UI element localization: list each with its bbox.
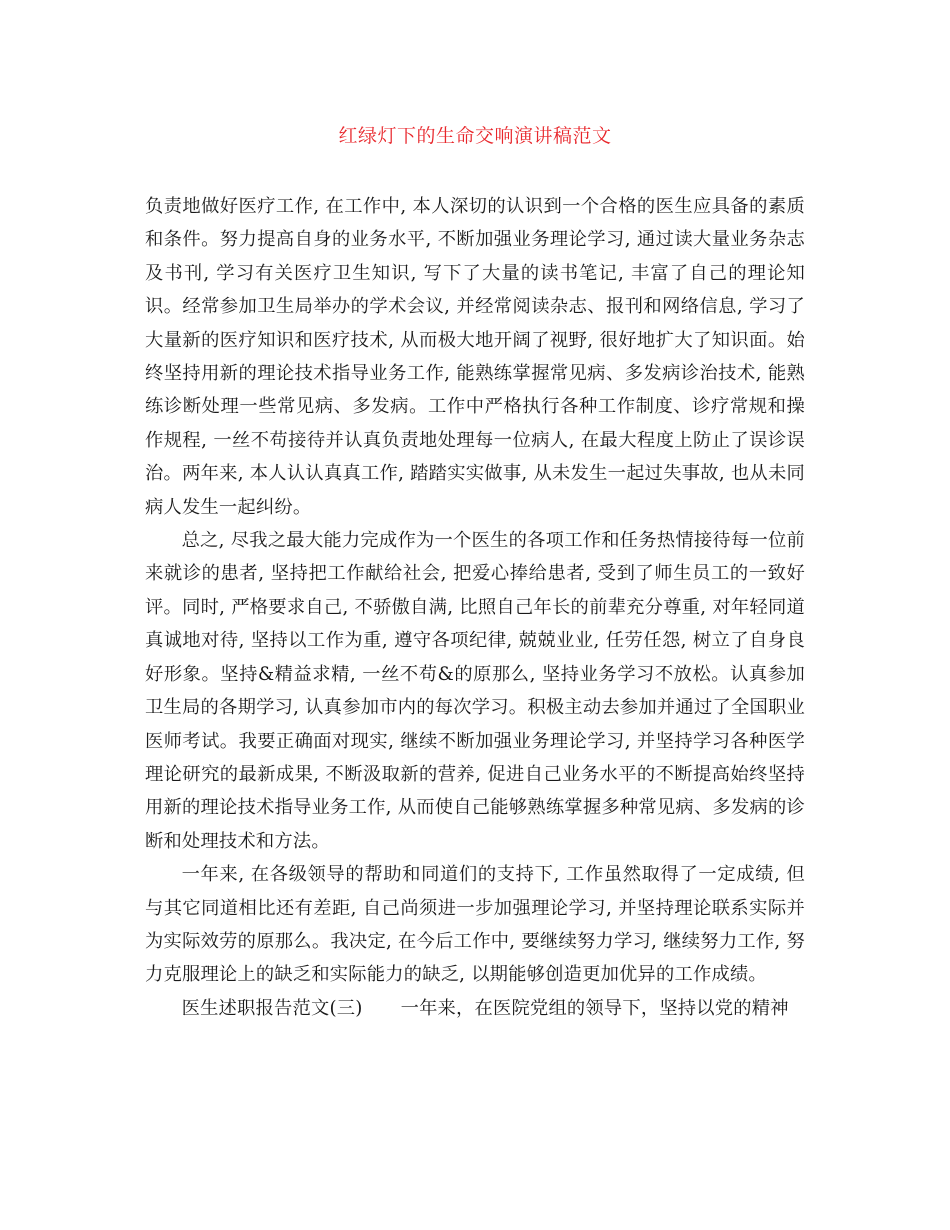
section-intro-text: 一年来，在医院党组的领导下，坚持以党的精神 (400, 997, 789, 1019)
paragraph-2: 总之, 尽我之最大能力完成作为一个医生的各项工作和任务热情接待每一位前来就诊的患者, 坚持把工作献给社会, 把爱心捧给患者, 受到了师生员工的一致好评。同时, 严格要求自己, 不骄傲自满, 比照自己年长的前辈充分尊重, 对年轻同道真诚地对待, 坚持以工作为重, 遵守各项纪律, 兢兢业业, 任劳任怨, 树立了自身良好形象。坚持&精益求精, 一丝不苟&的原那么, 坚持业务学习不放松。认真参加卫生局的各期学习, 认真参加市内的每次学习。积极主动去参加并通过了全国职业医师考试。我要正确面对现实, 继续不断加强业务理论学习, 并坚持学习各种医学理论研究的最新成果, 不断汲取新的营养, 促进自己业务水平的不断提高始终坚持用新的理论技术指导业务工作, 从而使自己能够熟练掌握多种常见病、多发病的诊断和处理技术和方法。 (145, 530, 805, 852)
paragraph-1: 负责地做好医疗工作, 在工作中, 本人深切的认识到一个合格的医生应具备的素质和条件。努力提高自身的业务水平, 不断加强业务理论学习, 通过读大量业务杂志及书刊, 学习有关医疗卫生知识, 写下了大量的读书笔记, 丰富了自己的理论知识。经常参加卫生局举办的学术会议, 并经常阅读杂志、报刊和网络信息, 学习了大量新的医疗知识和医疗技术, 从而极大地开阔了视野, 很好地扩大了知识面。始终坚持用新的理论技术指导业务工作, 能熟练掌握常见病、多发病诊治技术, 能熟练诊断处理一些常见病、多发病。工作中严格执行各种工作制度、诊疗常规和操作规程, 一丝不苟接待并认真负责地处理每一位病人, 在最大程度上防止了误诊误治。两年来, 本人认认真真工作, 踏踏实实做事, 从未发生一起过失事故, 也从未同病人发生一起纠纷。 (145, 196, 805, 518)
section-heading: 医生述职报告范文(三) (181, 997, 363, 1019)
paragraph-4 (145, 992, 805, 1025)
document-body (145, 190, 805, 1025)
paragraph-3: 一年来, 在各级领导的帮助和同道们的支持下, 工作虽然取得了一定成绩, 但与其它同道相比还有差距, 自己尚须进一步加强理论学习, 并坚持理论联系实际并为实际效劳的原那么。我决定, 在今后工作中, 要继续努力学习, 继续努力工作, 努力克服理论上的缺乏和实际能力的缺乏, 以期能够创造更加优异的工作成绩。 (145, 864, 805, 986)
document-title: 红绿灯下的生命交响演讲稿范文 (338, 125, 612, 147)
